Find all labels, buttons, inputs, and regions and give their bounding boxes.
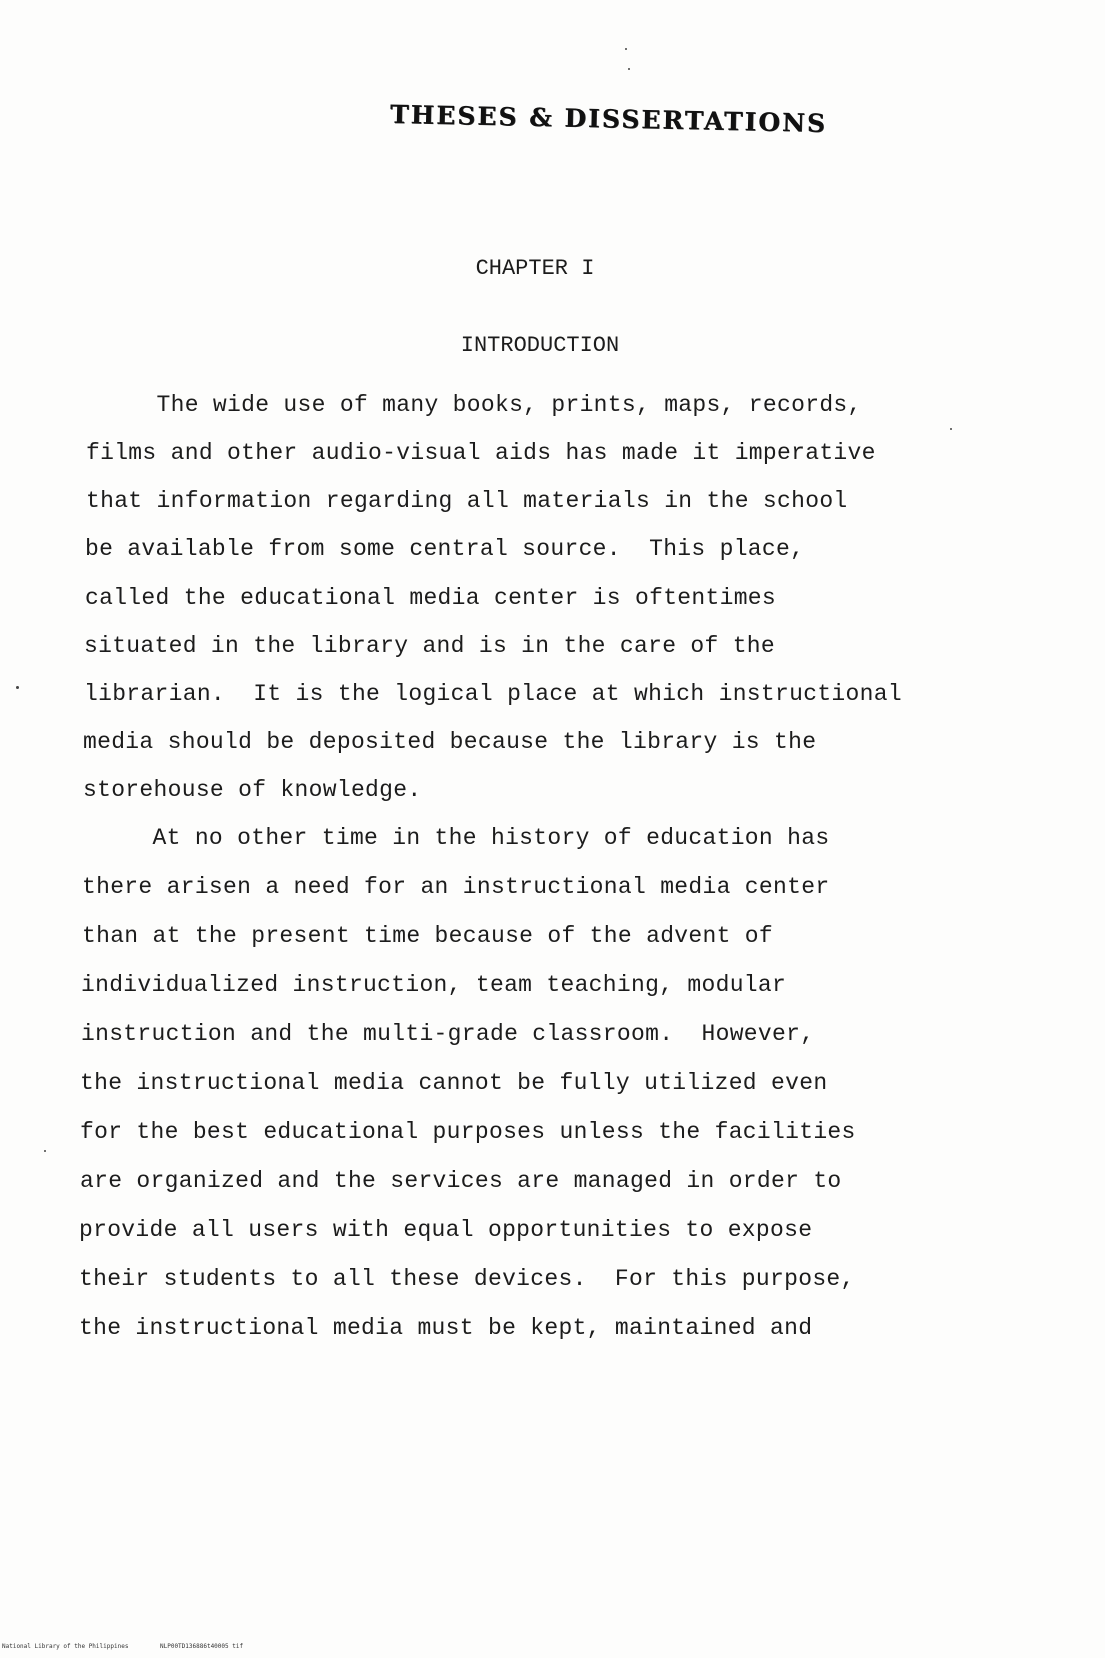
chapter-title: INTRODUCTION [460, 333, 620, 358]
body-line: instruction and the multi-grade classroom. However, [81, 1021, 815, 1047]
body-line: the instructional media cannot be fully utilized even [80, 1070, 828, 1096]
body-line: than at the present time because of the advent of [82, 923, 774, 949]
body-line: films and other audio-visual aids has made it imperative [86, 440, 876, 466]
body-line: librarian. It is the logical place at which instructional [84, 681, 902, 707]
chapter-number: CHAPTER I [475, 256, 595, 281]
body-line: the instructional media must be kept, maintained and [79, 1315, 813, 1341]
theses-dissertations-stamp: THESES & DISSERTATIONS [389, 99, 828, 138]
body-line: provide all users with equal opportunities to expose [79, 1217, 813, 1243]
body-line: that information regarding all materials in the school [86, 488, 848, 514]
scan-speck [950, 428, 952, 430]
body-line: their students to all these devices. For this purpose, [79, 1266, 855, 1292]
body-line: individualized instruction, team teaching, modular [81, 972, 787, 998]
scan-speck [16, 686, 19, 689]
body-line: The wide use of many books, prints, maps, records, [86, 392, 862, 418]
body-line: storehouse of knowledge. [83, 777, 422, 803]
body-line: be available from some central source. This place, [85, 536, 805, 562]
body-line: are organized and the services are managed in order to [80, 1168, 842, 1194]
body-line: At no other time in the history of education has [82, 825, 830, 851]
scan-speck [628, 68, 630, 70]
body-line: situated in the library and is in the care of the [84, 633, 776, 659]
footer-library-name: National Library of the Philippines [2, 1643, 129, 1650]
scan-speck [44, 1150, 46, 1152]
body-line: media should be deposited because the library is the [83, 729, 817, 755]
scan-speck [625, 48, 627, 50]
body-line: there arisen a need for an instructional media center [82, 874, 830, 900]
body-line: for the best educational purposes unless the facilities [80, 1119, 856, 1145]
body-line: called the educational media center is oftentimes [85, 585, 777, 611]
footer-file-code: NLP00TD136886t40005 tif [160, 1643, 244, 1650]
